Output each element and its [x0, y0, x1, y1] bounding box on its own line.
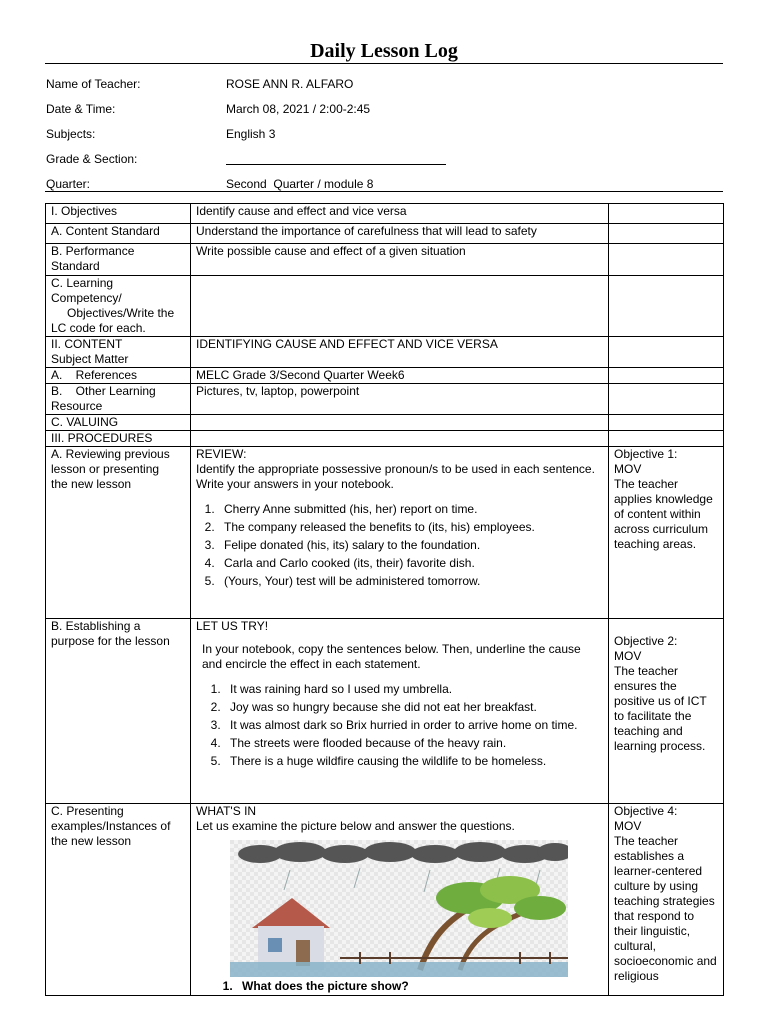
table-row: [46, 384, 724, 415]
table-row: [46, 447, 724, 619]
header-value: March 08, 2021 / 2:00-2:45: [226, 102, 371, 116]
label-line: B. Establishing a: [51, 619, 141, 633]
grade-section-blank: [226, 152, 446, 168]
row-note: [609, 804, 724, 996]
label-line: purpose for the lesson: [51, 634, 170, 648]
row-label: [46, 244, 191, 276]
label-line: C. Presenting: [51, 804, 124, 818]
table-row: [46, 415, 724, 431]
label-line: Objectives/Write the: [67, 306, 175, 320]
table-row: [46, 368, 724, 384]
label-line: Subject Matter: [51, 352, 129, 366]
label-line: Standard: [51, 259, 100, 273]
row-note: [609, 337, 724, 368]
section-instruction: In your notebook, copy the sentences below. Then, underline the cause and encircle the effect in each statement.: [202, 642, 581, 671]
row-content: [191, 431, 609, 447]
row-note: [609, 415, 724, 431]
row-label: A. Content Standard: [46, 224, 191, 244]
list-item: 5. (Yours, Your) test will be administered tomorrow.: [218, 572, 603, 590]
table-row: [46, 619, 724, 804]
note-line: Objective 2:: [614, 634, 678, 648]
title-underline: [45, 63, 723, 64]
row-content: [191, 804, 609, 996]
table-row: [46, 204, 724, 224]
section-heading: WHAT'S IN: [196, 804, 257, 818]
list-item: 4. The streets were flooded because of the heavy rain.: [224, 734, 603, 752]
list-item: 1. It was raining hard so I used my umbrella.: [224, 680, 603, 698]
label-line: Resource: [51, 399, 103, 413]
label-line: the new lesson: [51, 834, 132, 848]
list-item: 1. Cherry Anne submitted (his, her) report on time.: [218, 500, 603, 518]
section-heading: REVIEW:: [196, 447, 247, 461]
label-line: LC code for each.: [51, 321, 146, 335]
row-content: Write possible cause and effect of a given situation: [191, 244, 609, 276]
header-label: Grade & Section:: [46, 152, 138, 166]
page-title: Daily Lesson Log: [310, 40, 458, 62]
label-line: B. Other Learning: [51, 384, 156, 398]
storm-house-picture: [230, 840, 568, 977]
row-content: Identify cause and effect and vice versa: [191, 204, 609, 224]
row-note: [609, 244, 724, 276]
label-line: examples/Instances of: [51, 819, 171, 833]
label-line: B. Performance: [51, 244, 135, 258]
note-line: Objective 4:: [614, 804, 678, 818]
row-content: [191, 447, 609, 619]
table-row: [46, 804, 724, 996]
row-label: C. VALUING: [46, 415, 191, 431]
row-note: [609, 447, 724, 619]
flood-water: [230, 962, 568, 977]
row-label: [46, 804, 191, 996]
section-heading: LET US TRY!: [196, 619, 269, 633]
table-row: [46, 276, 724, 337]
table-row: [46, 431, 724, 447]
note-line: MOV: [614, 819, 642, 833]
row-label: [46, 447, 191, 619]
table-row: [46, 224, 724, 244]
header-label: Subjects:: [46, 127, 96, 141]
header-value: ROSE ANN R. ALFARO: [226, 77, 354, 91]
row-content: MELC Grade 3/Second Quarter Week6: [191, 368, 609, 384]
label-line: C. Learning: [51, 276, 114, 290]
section-instruction: Let us examine the picture below and answer the questions.: [196, 819, 515, 833]
row-label: [46, 384, 191, 415]
lesson-table: [45, 203, 724, 996]
label-line: A. Reviewing previous: [51, 447, 170, 461]
row-note: [609, 368, 724, 384]
row-content: [191, 619, 609, 804]
section-instruction: Identify the appropriate possessive pronoun/s to be used in each sentence. Write your answers in your notebook.: [196, 462, 595, 491]
row-label: III. PROCEDURES: [46, 431, 191, 447]
row-content: [191, 415, 609, 431]
label-line: Competency/: [51, 291, 122, 305]
header-label: Name of Teacher:: [46, 77, 141, 91]
note-line: MOV: [614, 649, 642, 663]
row-label: [46, 337, 191, 368]
list-item: 3. Felipe donated (his, its) salary to the foundation.: [218, 536, 603, 554]
row-note: [609, 224, 724, 244]
table-row: [46, 337, 724, 368]
row-label: [46, 619, 191, 804]
header-label: Date & Time:: [46, 102, 116, 116]
review-list: [196, 500, 603, 590]
row-note: [609, 619, 724, 804]
note-line: MOV: [614, 462, 642, 476]
note-spacer: [614, 619, 718, 634]
row-note: [609, 204, 724, 224]
label-line: II. CONTENT: [51, 337, 123, 351]
header-value: Second Quarter / module 8: [226, 177, 374, 191]
header-underline: [45, 191, 723, 192]
row-label: I. Objectives: [46, 204, 191, 224]
list-item: 4. Carla and Carlo cooked (its, their) favorite dish.: [218, 554, 603, 572]
row-note: [609, 431, 724, 447]
row-content: [191, 276, 609, 337]
row-label: A. References: [46, 368, 191, 384]
list-item: 2. The company released the benefits to (its, his) employees.: [218, 518, 603, 536]
note-line: The teacher applies knowledge of content within across curriculum teaching areas.: [614, 477, 713, 551]
list-item: 3. It was almost dark so Brix hurried in order to arrive home on time.: [224, 716, 603, 734]
row-label: [46, 276, 191, 337]
note-line: The teacher establishes a learner-centered culture by using teaching strategies that respond to their linguistic, cultural, socioeconomic and religious: [614, 834, 717, 983]
blank-line: [226, 152, 446, 165]
row-content: IDENTIFYING CAUSE AND EFFECT AND VICE VERSA: [191, 337, 609, 368]
list-item: 2. Joy was so hungry because she did not eat her breakfast.: [224, 698, 603, 716]
question-list: [196, 977, 603, 995]
label-line: the new lesson: [51, 477, 132, 491]
header-value: English 3: [226, 127, 276, 141]
label-line: lesson or presenting: [51, 462, 160, 476]
row-note: [609, 276, 724, 337]
row-content: Pictures, tv, laptop, powerpoint: [191, 384, 609, 415]
note-line: Objective 1:: [614, 447, 678, 461]
row-content: Understand the importance of carefulness that will lead to safety: [191, 224, 609, 244]
table-row: [46, 244, 724, 276]
list-item: 5. There is a huge wildfire causing the wildlife to be homeless.: [224, 752, 603, 770]
list-item: 1. What does the picture show?: [236, 977, 603, 995]
note-line: The teacher ensures the positive us of ICT to facilitate the teaching and learning process.: [614, 664, 707, 753]
header-label: Quarter:: [46, 177, 91, 191]
row-note: [609, 384, 724, 415]
try-list: [196, 680, 603, 770]
